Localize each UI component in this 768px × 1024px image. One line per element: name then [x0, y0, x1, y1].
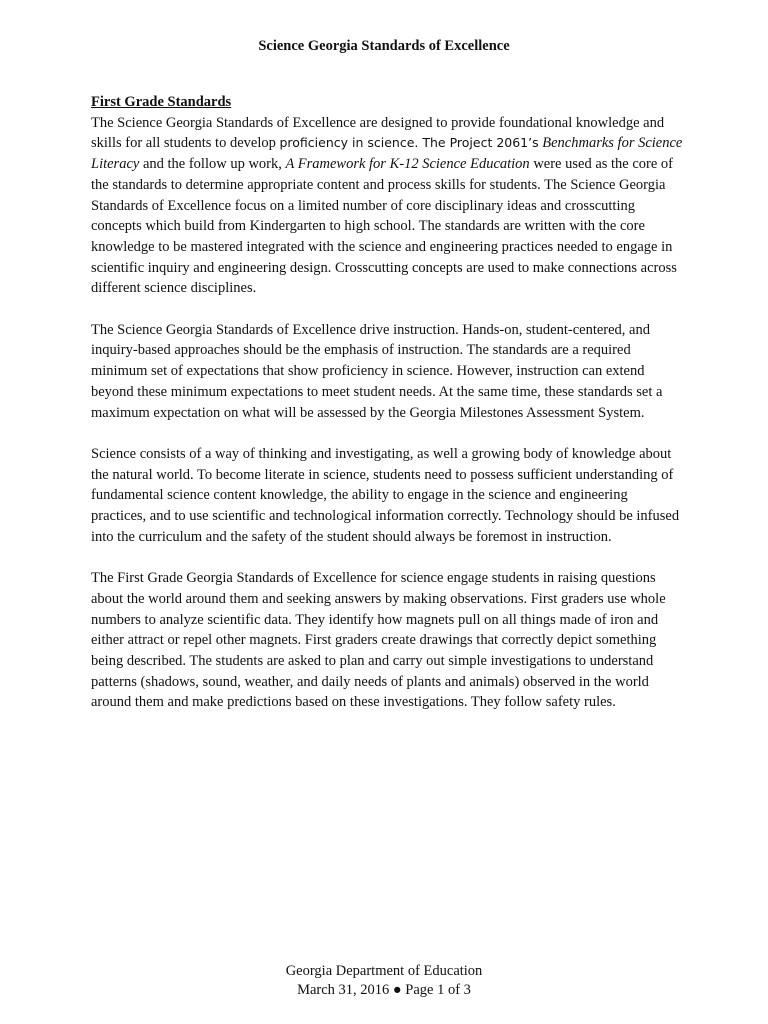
- paragraph-first-grade: The First Grade Georgia Standards of Excellence for science engage students in raising questions about the world around them and seeking answers by making observations. First graders use whole numbers to analyze scientific data. They identify how magnets pull on all things made of iron and either attract or repel other magnets. First graders create drawings that correctly depict something being described. The students are asked to plan and carry out simple investigations to understand patterns (shadows, sound, weather, and daily needs of plants and animals) observed in the world around them and make predictions based on these investigations. They follow safety rules.: [91, 570, 666, 711]
- paragraph-intro-part5: and the follow up work,: [139, 156, 286, 173]
- document-title: Science Georgia Standards of Excellence: [258, 38, 510, 54]
- paragraph-intro-part7: were used as the core of the standards to determine appropriate content and process skills for students. The Science Georgia Standards of Excellence focus on a limited number of core disciplinary ideas and crosscutting concepts which build from Kindergarten to high school. The standards are written with the core knowledge to be mastered integrated with the science and engineering practices needed to engage in scientific inquiry and engineering design. Crosscutting concepts are used to make connections across different science disciplines.: [91, 156, 677, 297]
- framework-title: A Framework for K-12 Science Education: [285, 156, 530, 173]
- footer-date-page: March 31, 2016 ● Page 1 of 3: [297, 982, 471, 998]
- paragraph-intro: [91, 113, 683, 299]
- footer-organization: Georgia Department of Education: [285, 963, 483, 979]
- paragraph-instruction: The Science Georgia Standards of Excellence drive instruction. Hands-on, student-centered, and inquiry-based approaches should be the emphasis of instruction. The standards are a required minimum set of expectations that show proficiency in science. However, instruction can extend beyond these minimum expectations to meet student needs. At the same time, these standards set a maximum expectation on what will be assessed by the Georgia Milestones Assessment System.: [91, 321, 663, 421]
- benchmarks-title: Benchmarks for Science Literacy: [91, 135, 683, 173]
- document-body: [91, 92, 683, 734]
- paragraph-science: Science consists of a way of thinking and investigating, as well a growing body of knowledge about the natural world. To become literate in science, students need to possess sufficient understanding of fundamental science content knowledge, the ability to engage in the science and engineering practices, and to use scientific and technological information correctly. Technology should be infused into the curriculum and the safety of the student should always be foremost in instruction.: [91, 445, 680, 545]
- paragraph-intro-part2: proficiency in science. The Project 2061’s: [279, 135, 539, 151]
- page-footer: [0, 962, 768, 1000]
- paragraph-intro-part1: The Science Georgia Standards of Excellence are designed to provide foundational knowledge and skills for all students to develop: [91, 114, 665, 152]
- section-heading: First Grade Standards: [91, 94, 232, 110]
